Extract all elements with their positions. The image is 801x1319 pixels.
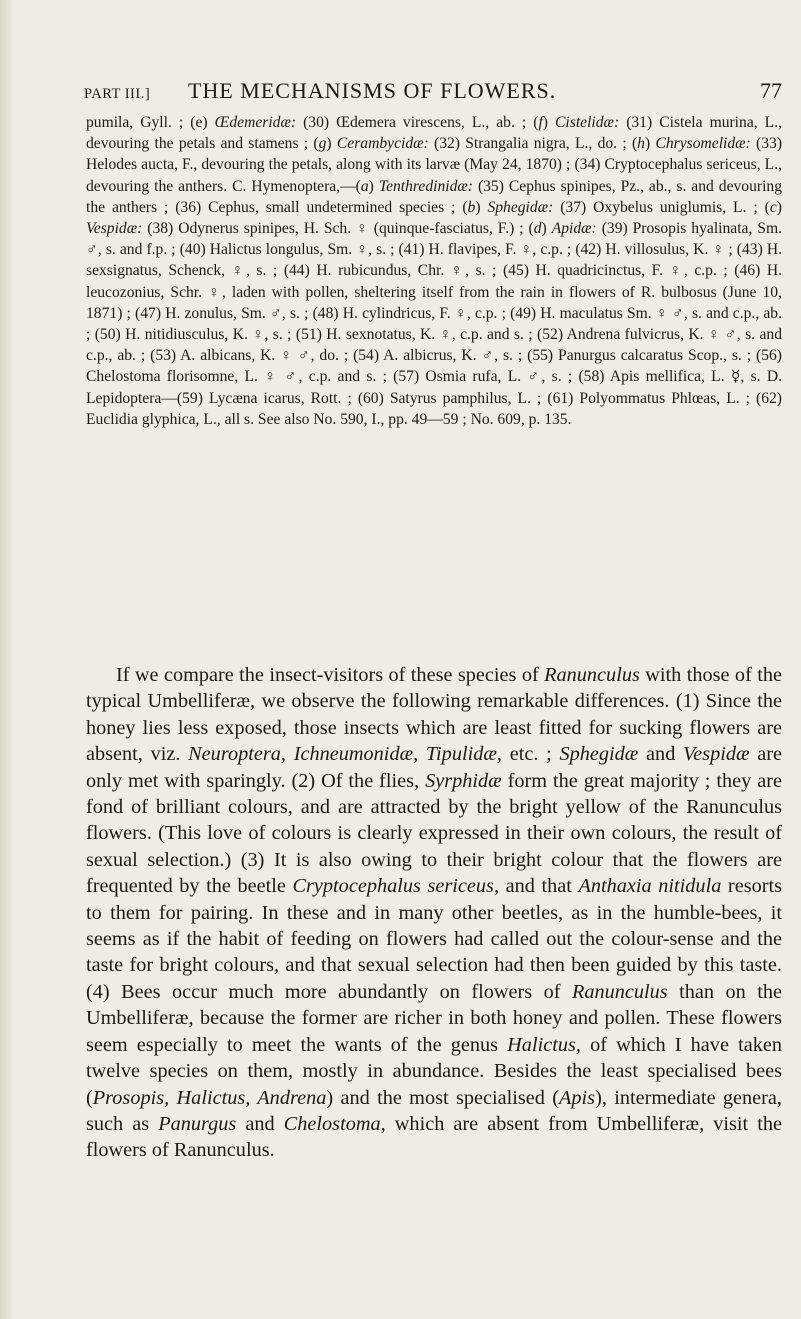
- text-run: form the great majority ; they are fond of brilliant colours, and are attracted by the bright yellow of the Ranunculus flowers. (This love of colours is clearly expressed in their own colours, the result of sexual selection.) (3) It is also owing to their bright colour that the flowers are frequented by the beetle: [86, 769, 782, 898]
- italic-text-run: Ranunculus: [544, 664, 640, 686]
- italic-text-run: Halictus,: [507, 1033, 581, 1056]
- text-run: (39) Prosopis hyalinata, Sm. ♂, s. and f.p. ; (40) Halictus longulus, Sm. ♀, s. ; (41) H. flavipes, F. ♀, c.p. ; (42) H. villosulus, K. ♀ ; (43) H. sexsignatus, Schenck, ♀, s. ; (44) H. rubicundus, Chr. ♀, s. ; (45) H. quadricinctus, F. ♀, c.p. ; (46) H. leucozonius, Schr. ♀, laden with pollen, sheltering itself from the rain in flowers of R. bulbosus (June 10, 1871) ; (47) H. zonulus, Sm. ♂, s. ; (48) H. cylindricus, F. ♀, c.p. ; (49) H. maculatus Sm. ♀ ♂, s. and c.p., ab. ; (50) H. nitidiusculus, K. ♀, s. ; (51) H. sexnotatus, K. ♀, c.p. and s. ; (52) Andrena fulvicrus, K. ♀ ♂, s. and c.p., ab. ; (53) A. albicans, K. ♀ ♂, do. ; (54) A. albicrus, K. ♂, s. ; (55) Panurgus calcaratus Scop., s. ; (56) Chelostoma florisomne, L. ♀ ♂, c.p. and s. ; (57) Osmia rufa, L. ♂, s. ; (58) Apis mellifica, L. ☿, s. D. Lepidoptera—(59) Lycæna icarus, Rott. ; (60) Satyrus pamphilus, L. ; (61) Polyommatus Phlœas, L. ; (62) Euclidia glyphica, L., all s. See also No. 590, I., pp. 49—59 ; No. 609, p. 135.: [86, 220, 783, 428]
- italic-text-run: g: [318, 135, 327, 153]
- part-label: PART III.]: [84, 86, 151, 102]
- text-run: (32) Strangalia nigra, L., do. ; (: [428, 135, 638, 153]
- text-run: If we compare the insect-visitors of these species of: [116, 664, 545, 686]
- italic-text-run: Ranunculus: [571, 980, 668, 1003]
- italic-text-run: Chrysomelidæ:: [655, 135, 751, 153]
- italic-text-run: Neuroptera, Ichneumonidæ, Tipulidæ,: [188, 743, 502, 766]
- text-run: and: [236, 1112, 284, 1135]
- insect-visitor-paragraph: [86, 112, 782, 430]
- text-run: which are absent from Umbelliferæ, visit the flowers of Ranunculus.: [86, 1112, 782, 1162]
- text-run: and that: [499, 875, 579, 898]
- text-run: ): [368, 177, 379, 195]
- italic-text-run: a: [360, 177, 369, 195]
- text-run: ), intermediate genera, such as: [86, 1086, 783, 1135]
- text-run: resorts to them for pairing. In these and in many other beetles, as in the humble-bees, it seems as if the habit of feeding on flowers had called out the colour-sense and the taste for bright colours, and that sexual selection had then been guided by this taste. (4) Bees occur much more abundantly on flowers of: [86, 875, 783, 1003]
- italic-text-run: Anthaxia nitidula: [578, 875, 722, 898]
- italic-text-run: Vespidæ:: [86, 220, 143, 238]
- text-run: ): [776, 198, 782, 216]
- text-run: pumila, Gyll. ; (e): [86, 114, 215, 131]
- italic-text-run: Apidæ:: [551, 220, 597, 238]
- text-run: (38) Odynerus spinipes, H. Sch. ♀ (quinque-fasciatus, F.) ; (: [142, 220, 534, 238]
- text-run: (37) Oxybelus uniglumis, L. ; (: [553, 198, 770, 216]
- italic-text-run: Apis: [559, 1086, 596, 1109]
- text-run: ) and the most specialised (: [326, 1086, 559, 1109]
- insect-visitor-list: [86, 112, 782, 430]
- italic-text-run: Sphegidæ:: [487, 198, 554, 216]
- text-run: (35) Cephus spinipes, Pz., ab., s. and devouring the anthers ; (36) Cephus, small undetermined species ; (: [86, 177, 783, 216]
- page-gutter-shadow: [0, 0, 14, 1319]
- italic-text-run: Vespidæ: [683, 743, 750, 766]
- italic-text-run: Panurgus: [158, 1112, 237, 1135]
- italic-text-run: Tenthredinidæ:: [378, 177, 473, 195]
- italic-text-run: Cryptocephalus sericeus,: [292, 875, 500, 898]
- italic-text-run: c: [769, 198, 777, 216]
- comparison-paragraph: [86, 662, 782, 1164]
- text-run: (31) Cistela murina, L., devouring the petals and stamens ; (: [86, 114, 782, 153]
- text-run: and: [638, 743, 684, 766]
- running-header: [84, 78, 784, 108]
- text-run: of which I have taken twelve species on them, mostly in abundance. Besides the least specialised bees (: [86, 1033, 782, 1109]
- italic-text-run: Cistelidæ:: [555, 114, 620, 131]
- text-run: (33) Helodes aucta, F., devouring the petals, along with its larvæ (May 24, 1870) ; (34) Cryptocephalus sericeus, L., devouring the anthers. C. Hymenoptera,—(: [86, 135, 783, 195]
- italic-text-run: Prosopis, Halictus, Andrena: [92, 1086, 327, 1109]
- text-run: are only met with sparingly. (2) Of the flies,: [86, 743, 782, 792]
- text-run: with those of the typical Umbelliferæ, we observe the following remarkable differences. (1) Since the honey lies less exposed, those insects which are least fitted for sucking flowers are absent, viz.: [86, 664, 782, 766]
- text-run: etc. ;: [501, 743, 560, 766]
- running-title: THE MECHANISMS OF FLOWERS.: [188, 78, 557, 103]
- text-run: ): [475, 198, 488, 216]
- text-run: ): [541, 220, 552, 238]
- italic-text-run: Chelostoma,: [283, 1112, 386, 1135]
- italic-text-run: Cerambycidæ:: [336, 135, 429, 153]
- italic-text-run: d: [533, 220, 542, 238]
- main-text: [86, 662, 782, 1164]
- text-run: ): [644, 135, 656, 153]
- italic-text-run: Syrphidæ: [425, 769, 502, 792]
- italic-text-run: h: [637, 135, 645, 153]
- italic-text-run: b: [467, 198, 476, 216]
- italic-text-run: Œdemeridæ:: [214, 114, 297, 131]
- text-run: than on the Umbelliferæ, because the former are richer in both honey and pollen. These flowers seem especially to meet the wants of the genus: [86, 980, 783, 1056]
- text-run: (30) Œdemera virescens, L., ab. ; (: [296, 114, 539, 131]
- text-run: ): [542, 114, 556, 131]
- italic-text-run: f: [538, 114, 543, 131]
- page-number: 77: [760, 78, 782, 103]
- text-run: ): [326, 135, 337, 153]
- italic-text-run: Sphegidæ: [559, 743, 639, 766]
